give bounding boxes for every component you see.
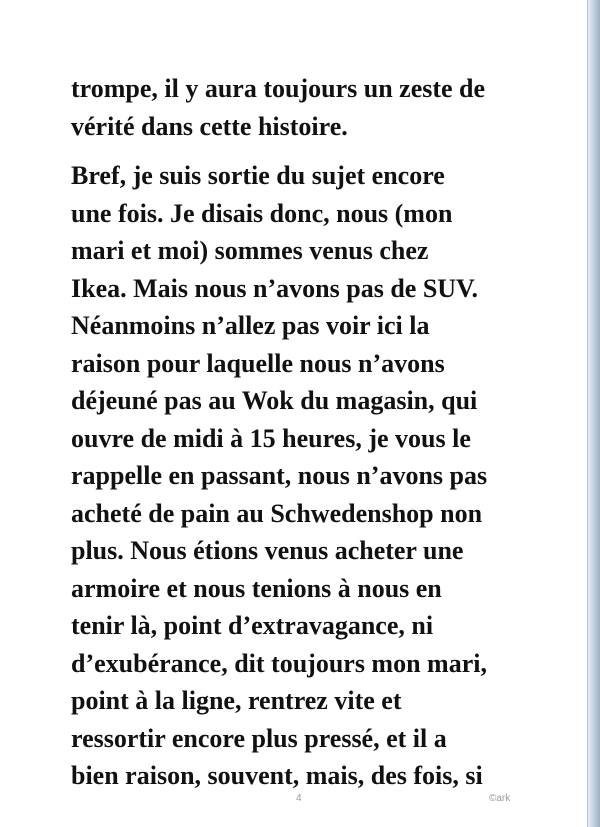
text-line: rappelle en passant, nous n’avons pas	[71, 461, 488, 490]
copyright-mark: ©ark	[489, 793, 511, 804]
text-line: mari et moi) sommes venus chez	[71, 236, 429, 265]
text-line: Ikea. Mais nous n’avons pas de SUV.	[71, 273, 478, 303]
text-line: bien raison, souvent, mais, des fois, si	[71, 761, 483, 790]
page-number: 4	[296, 793, 302, 804]
text-line: point à la ligne, rentrez vite et	[71, 686, 402, 715]
text-line: une fois. Je disais donc, nous (mon	[71, 198, 453, 228]
text-line: vérité dans cette histoire.	[71, 111, 348, 141]
text-line: déjeuné pas au Wok du magasin, qui	[71, 386, 478, 415]
text-line: plus. Nous étions venus acheter une	[71, 536, 464, 565]
text-line: armoire et nous tenions à nous en	[71, 573, 442, 603]
body-text	[71, 70, 531, 795]
text-line: tenir là, point d’extravagance, ni	[71, 611, 434, 640]
window-edge-shadow	[588, 0, 600, 827]
text-line: trompe, il y aura toujours un zeste de	[71, 74, 486, 103]
text-line: acheté de pain au Schwedenshop non	[71, 498, 483, 528]
text-line: Bref, je suis sortie du sujet encore	[71, 161, 445, 190]
text-line: d’exubérance, dit toujours mon mari,	[71, 648, 487, 678]
text-line: Néanmoins n’allez pas voir ici la	[71, 311, 430, 340]
paragraph-1	[71, 70, 531, 145]
paragraph-2	[71, 157, 531, 795]
text-line: ouvre de midi à 15 heures, je vous le	[71, 423, 471, 453]
text-line: ressortir encore plus pressé, et il a	[71, 723, 447, 753]
text-line: raison pour laquelle nous n’avons	[71, 348, 445, 378]
